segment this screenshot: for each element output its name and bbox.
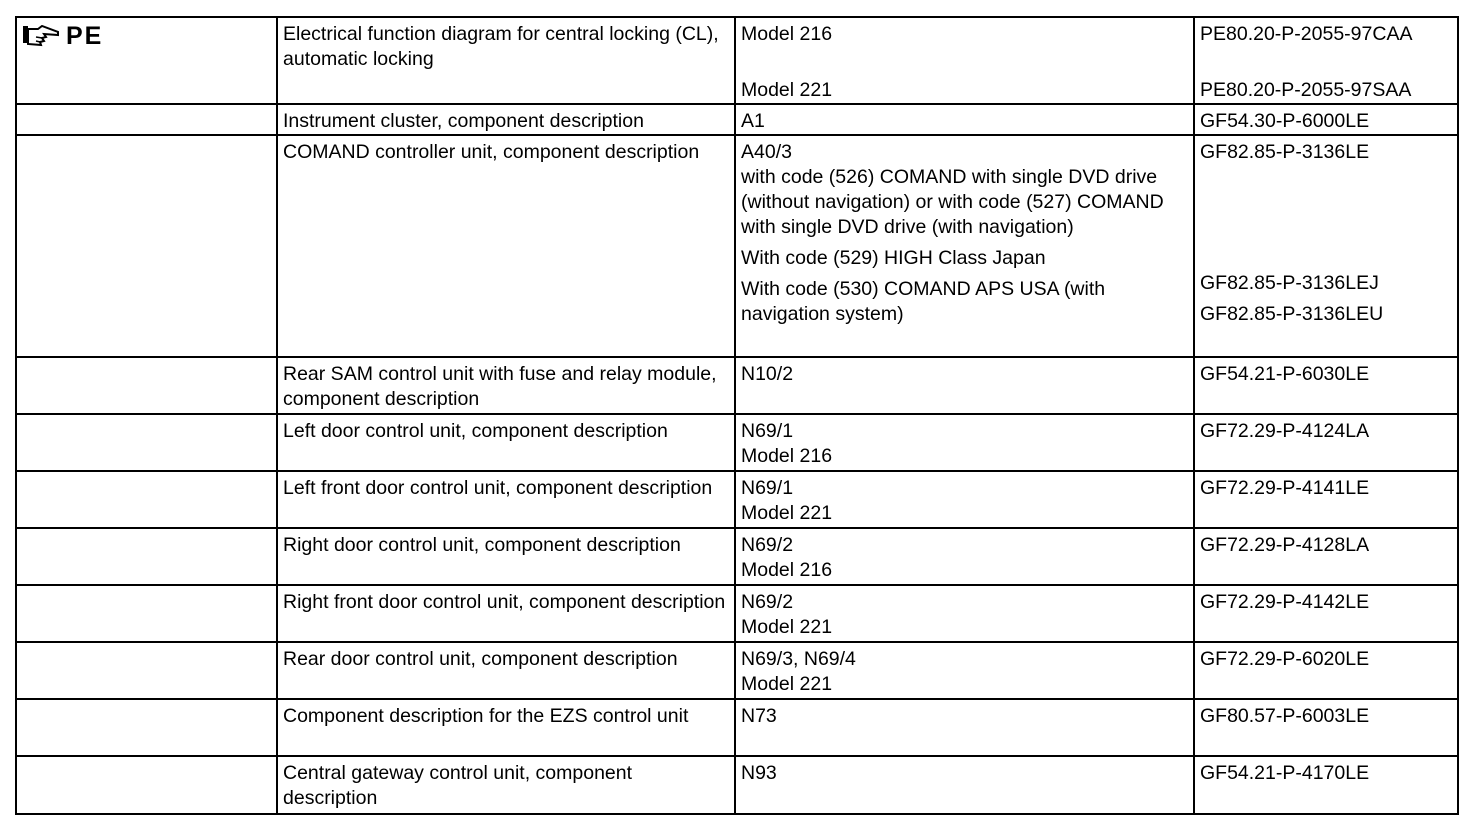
description-cell: Component description for the EZS control unit: [277, 699, 735, 756]
description-cell: Right door control unit, component description: [277, 528, 735, 585]
component-cell: N69/1 Model 216: [735, 414, 1194, 471]
marker-cell: [16, 642, 277, 699]
component-cell: [735, 17, 1194, 104]
pe-marker: [22, 22, 103, 50]
component-cell: N69/2 Model 216: [735, 528, 1194, 585]
table-row: [16, 528, 1458, 585]
description-cell: Right front door control unit, component description: [277, 585, 735, 642]
component-entry: Model 216: [741, 23, 833, 45]
marker-cell: [16, 104, 277, 135]
marker-cell: [16, 699, 277, 756]
reference-entry: PE80.20-P-2055-97SAA: [1200, 79, 1412, 101]
description-cell: Central gateway control unit, component description: [277, 756, 735, 814]
reference-entry: GF82.85-P-3136LE: [1200, 141, 1370, 163]
table-row: [16, 135, 1458, 357]
component-cell: N69/1 Model 221: [735, 471, 1194, 528]
component-cell: N10/2: [735, 357, 1194, 414]
component-entry: With code (530) COMAND APS USA (with navigation system): [741, 278, 1106, 325]
table-row: [16, 17, 1458, 104]
pointing-hand-icon: [22, 25, 60, 47]
marker-cell: [16, 357, 277, 414]
table-row: [16, 104, 1458, 135]
component-cell: N69/3, N69/4 Model 221: [735, 642, 1194, 699]
reference-entry: PE80.20-P-2055-97CAA: [1200, 23, 1413, 45]
description-cell: Rear door control unit, component description: [277, 642, 735, 699]
component-cell: [735, 135, 1194, 357]
table-row: [16, 756, 1458, 814]
reference-cell: [1194, 17, 1458, 104]
component-cell: N73: [735, 699, 1194, 756]
marker-cell: [16, 756, 277, 814]
marker-cell: [16, 135, 277, 357]
description-cell: Electrical function diagram for central locking (CL), automatic locking: [277, 17, 735, 104]
table-row: [16, 357, 1458, 414]
marker-cell: [16, 528, 277, 585]
table-row: [16, 699, 1458, 756]
description-cell: COMAND controller unit, component description: [277, 135, 735, 357]
description-cell: Left door control unit, component description: [277, 414, 735, 471]
marker-cell: [16, 471, 277, 528]
component-cell: N69/2 Model 221: [735, 585, 1194, 642]
marker-cell: [16, 414, 277, 471]
component-entry: With code (529) HIGH Class Japan: [741, 247, 1046, 269]
marker-label: PE: [66, 22, 104, 50]
reference-cell: GF54.21-P-6030LE: [1194, 357, 1458, 414]
description-cell: Instrument cluster, component description: [277, 104, 735, 135]
description-cell: Left front door control unit, component description: [277, 471, 735, 528]
marker-cell: [16, 585, 277, 642]
reference-cell: GF72.29-P-4128LA: [1194, 528, 1458, 585]
reference-entry: GF82.85-P-3136LEU: [1200, 303, 1384, 325]
reference-cell: GF54.30-P-6000LE: [1194, 104, 1458, 135]
reference-cell: GF54.21-P-4170LE: [1194, 756, 1458, 814]
component-cell: N93: [735, 756, 1194, 814]
table-row: [16, 414, 1458, 471]
reference-cell: [1194, 135, 1458, 357]
description-cell: Rear SAM control unit with fuse and relay module, component description: [277, 357, 735, 414]
component-entry: Model 221: [741, 79, 833, 101]
marker-cell: [16, 17, 277, 104]
reference-entry: GF82.85-P-3136LEJ: [1200, 272, 1379, 294]
component-entry: A40/3 with code (526) COMAND with single DVD drive (without navigation) or with code (527) COMAND with single DVD drive (with navigation): [741, 141, 1164, 238]
reference-cell: GF72.29-P-4141LE: [1194, 471, 1458, 528]
reference-cell: GF72.29-P-4142LE: [1194, 585, 1458, 642]
reference-cell: GF80.57-P-6003LE: [1194, 699, 1458, 756]
table-row: [16, 642, 1458, 699]
reference-table: [15, 16, 1459, 815]
table-row: [16, 471, 1458, 528]
table-row: [16, 585, 1458, 642]
reference-cell: GF72.29-P-4124LA: [1194, 414, 1458, 471]
component-cell: A1: [735, 104, 1194, 135]
reference-cell: GF72.29-P-6020LE: [1194, 642, 1458, 699]
